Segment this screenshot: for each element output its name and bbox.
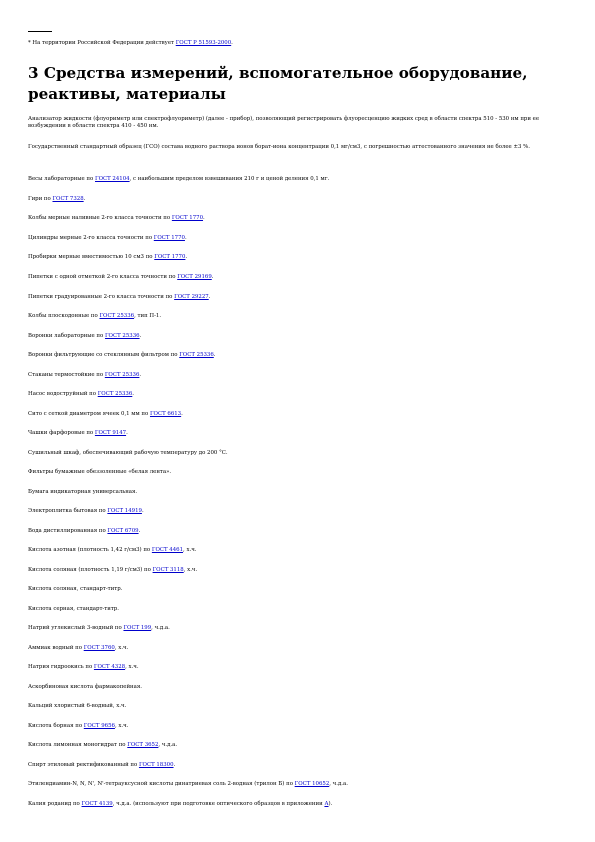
item-text: Государственный стандартный образец (ГСО) состава водного раствора ионов борат-иона концентрации 0,1 мг/см3, с погрешностью аттестованного значения не более ±3 %. [28, 144, 530, 150]
standard-link[interactable]: ГОСТ 25336 [104, 333, 140, 339]
item-text-suffix: . [132, 391, 135, 397]
item-text-suffix: . [173, 762, 176, 768]
standard-link[interactable]: ГОСТ 4328 [93, 664, 126, 670]
standard-link[interactable]: ГОСТ 3652 [127, 742, 159, 748]
item-text: Натрий углекислый 3-водный по [28, 625, 124, 631]
list-item [28, 196, 568, 203]
standard-link[interactable]: ГОСТ 7328 [52, 196, 84, 202]
list-item [28, 450, 568, 457]
item-text-suffix: , ч.д.а. (используют при подготовке оптического образцов в приложении [112, 801, 325, 807]
item-text: Аскорбиновая кислота фармакопейная. [28, 684, 142, 690]
standard-link[interactable]: ГОСТ 4139 [81, 801, 113, 807]
item-text: Кислота борная по [28, 723, 84, 729]
item-text-suffix: . [213, 352, 216, 358]
list-item [28, 684, 568, 691]
list-item [28, 430, 568, 437]
item-text-suffix: . [83, 196, 86, 202]
standard-link[interactable]: ГОСТ 9656 [83, 723, 115, 729]
list-item [28, 274, 568, 281]
item-text: Аммиак водный по [28, 645, 84, 651]
item-text: Калия роданид по [28, 801, 82, 807]
item-text-suffix: , х.ч. [125, 664, 139, 670]
list-item [28, 762, 568, 769]
list-item [28, 723, 568, 730]
appendix-link[interactable]: А [324, 801, 329, 807]
item-text: Кислота азотная (плотность 1,42 г/см3) по [28, 547, 152, 553]
item-text: Анализатор жидкости (флуориметр или спектрофлуориметр) (далее - прибор), позволяющий регистрировать флуоресценцию жидких сред в области спектра 510 - 530 нм при ее возбуждении в области спектра 410 - 450 нм. [28, 116, 540, 129]
standard-link[interactable]: ГОСТ 24104 [95, 176, 130, 182]
item-text: Сито с сеткой диаметром ячеек 0,1 мм по [28, 411, 150, 417]
item-text: Бумага индикаторная универсальная. [28, 489, 138, 495]
list-item [28, 235, 568, 242]
standard-link[interactable]: ГОСТ 25336 [179, 352, 214, 358]
item-text-suffix: . [181, 411, 183, 417]
item-text-end: ). [328, 801, 333, 807]
item-text: Кислота лимонная моногидрат по [28, 742, 128, 748]
item-text: Спирт этиловый ректификованный по [28, 762, 139, 768]
standard-link[interactable]: ГОСТ 3118 [152, 567, 184, 573]
item-text: Вода дистиллированная по [28, 528, 108, 534]
list-item [28, 625, 568, 632]
standard-link[interactable]: ГОСТ 1770 [171, 215, 204, 221]
item-text: Сушильный шкаф, обеспечивающий рабочую температуру до 200 °С. [28, 450, 228, 456]
list-item [28, 391, 568, 398]
item-text-suffix: . [211, 274, 214, 280]
item-text: Стаканы термостойкие по [28, 372, 105, 378]
item-text-suffix: , х.ч. [183, 567, 198, 573]
item-text-suffix: . [139, 372, 142, 378]
item-text-suffix: . [185, 254, 188, 260]
item-text: Чашки фарфоровые по [28, 430, 95, 436]
footnote-link[interactable]: ГОСТ Р 51593-2000 [175, 40, 232, 46]
item-text: Пипетки с одной отметкой 2-го класса точности по [28, 274, 178, 280]
standard-link[interactable]: ГОСТ 199 [123, 625, 152, 631]
item-text: Пипетки градуированные 2-го класса точности по [28, 294, 175, 300]
item-text: Цилиндры мерные 2-го класса точности по [28, 235, 154, 241]
list-item [28, 254, 568, 261]
item-text-suffix: . [126, 430, 128, 436]
item-text-suffix: , с наибольшим пределом взвешивания 210 г и ценой деления 0,1 мг. [129, 176, 330, 182]
item-text: Воронки лабораторные по [28, 333, 105, 339]
list-item [28, 801, 568, 808]
standard-link[interactable]: ГОСТ 9147 [94, 430, 127, 436]
list-item [28, 703, 568, 710]
standard-link[interactable]: ГОСТ 6613 [149, 411, 182, 417]
item-text-suffix: , ч.д.а. [151, 625, 170, 631]
list-item [28, 176, 568, 183]
footnote-separator [28, 31, 52, 32]
footnote [28, 40, 233, 47]
list-item [28, 294, 568, 301]
item-text-suffix: , ч.д.а. [158, 742, 178, 748]
item-text: Этилендиамин-N, N, N', N'-тетрауксусной кислоты динатриевая соль 2-водная (трилон Б) по [28, 781, 295, 787]
standard-link[interactable]: ГОСТ 10652 [294, 781, 330, 787]
item-text-suffix: . [139, 333, 142, 339]
footnote-text: * На территории Российской Федерации действует [28, 40, 176, 46]
standard-link[interactable]: ГОСТ 3760 [83, 645, 115, 651]
list-item [28, 352, 568, 359]
item-text: Кислота соляная (плотность 1,19 г/см3) по [28, 567, 153, 573]
standard-link[interactable]: ГОСТ 4461 [151, 547, 184, 553]
list-item [28, 372, 568, 379]
standard-link[interactable]: ГОСТ 25336 [99, 313, 135, 319]
item-text: Насос водоструйный по [28, 391, 98, 397]
standard-link[interactable]: ГОСТ 1770 [153, 235, 185, 241]
list-item [28, 781, 568, 788]
list-item [28, 489, 568, 496]
item-text-suffix: . [141, 508, 144, 514]
list-item [28, 215, 568, 222]
list-item [28, 664, 568, 671]
standard-link[interactable]: ГОСТ 25336 [97, 391, 133, 397]
list-item [28, 742, 568, 749]
item-text-suffix: . [138, 528, 141, 534]
list-item [28, 547, 568, 554]
item-text-suffix: . [184, 235, 187, 241]
standard-link[interactable]: ГОСТ 29227 [174, 294, 209, 300]
list-item [28, 116, 568, 130]
standard-link[interactable]: ГОСТ 18300 [138, 762, 174, 768]
item-text: Кальций хлористый 6-водный, х.ч. [28, 703, 127, 709]
standard-link[interactable]: ГОСТ 14919 [107, 508, 142, 514]
standard-link[interactable]: ГОСТ 29169 [177, 274, 212, 280]
list-item [28, 528, 568, 535]
item-text: Пробирки мерные вместимостью 10 см3 по [28, 254, 155, 260]
section-heading: 3 Средства измерений, вспомогательное оборудование, реактивы, материалы [28, 64, 528, 103]
item-text: Кислота серная, стандарт-титр. [28, 606, 119, 612]
item-text-suffix: . [203, 215, 205, 221]
standard-link[interactable]: ГОСТ 25336 [104, 372, 140, 378]
list-item [28, 567, 568, 574]
list-item [28, 469, 568, 476]
item-text: Фильтры бумажные обеззоленные «белая лента». [28, 469, 172, 475]
list-item [28, 586, 568, 593]
item-text: Колбы мерные наливные 2-го класса точности по [28, 215, 172, 221]
list-item [28, 144, 568, 151]
item-text: Натрия гидроокись по [28, 664, 94, 670]
item-text-suffix: , х.ч. [183, 547, 197, 553]
item-text: Гири по [28, 196, 53, 202]
item-text: Колбы плоскодонные по [28, 313, 100, 319]
item-text: Электроплитка бытовая по [28, 508, 108, 514]
standard-link[interactable]: ГОСТ 1770 [154, 254, 186, 260]
item-text-suffix: , х.ч. [114, 645, 129, 651]
footnote-suffix: . [231, 40, 233, 46]
item-text-suffix: , тип П-1. [134, 313, 162, 319]
list-item [28, 606, 568, 613]
item-text: Воронки фильтрующие со стеклянным фильтром по [28, 352, 180, 358]
item-text-suffix: , ч.д.а. [329, 781, 348, 787]
list-item [28, 333, 568, 340]
item-text: Кислота соляная, стандарт-титр. [28, 586, 123, 592]
list-item [28, 508, 568, 515]
list-item [28, 313, 568, 320]
item-text-suffix: , х.ч. [114, 723, 129, 729]
list-item [28, 411, 568, 418]
standard-link[interactable]: ГОСТ 6709 [107, 528, 139, 534]
item-text-suffix: . [208, 294, 211, 300]
item-text: Весы лабораторные по [28, 176, 95, 182]
list-item [28, 645, 568, 652]
